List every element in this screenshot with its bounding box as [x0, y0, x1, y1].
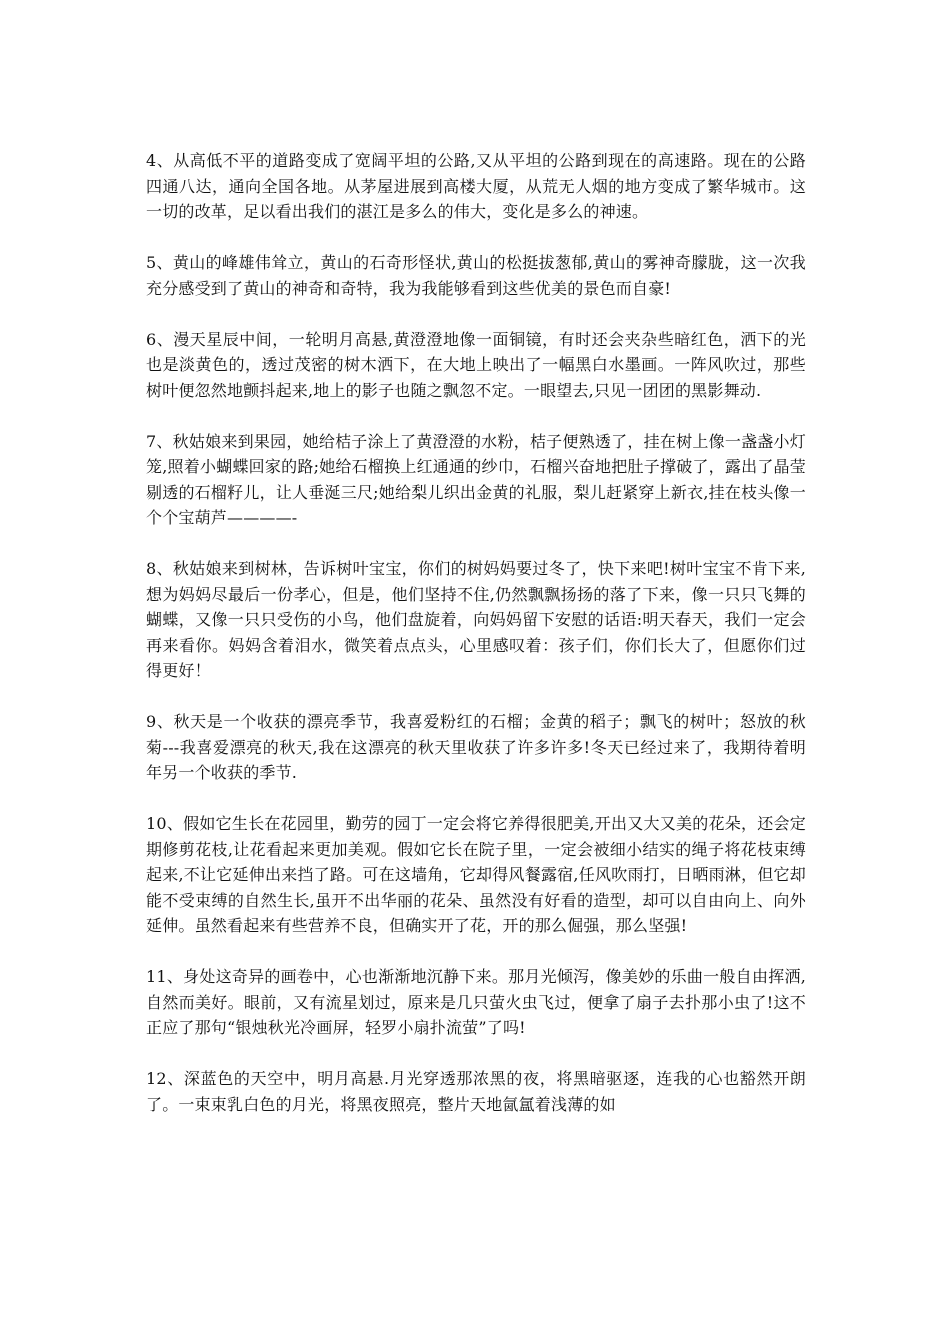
paragraph-10: 10、假如它生长在花园里，勤劳的园丁一定会将它养得很肥美,开出又大又美的花朵，还会定期修剪花枝,让花看起来更加美观。假如它长在院子里，一定会被细小结实的绳子将花枝束缚起来,不让它延伸出来挡了路。可在这墙角，它却得风餐露宿,任风吹雨打，日晒雨淋，但它却能不受束缚的自然生长,虽开不出华丽的花朵、虽然没有好看的造型，却可以自由向上、向外延伸。虽然看起来有些营养不良，但确实开了花，开的那么倔强，那么坚强! — [146, 814, 806, 935]
paragraph-7: 7、秋姑娘来到果园，她给桔子涂上了黄澄澄的水粉，桔子便熟透了，挂在树上像一盏盏小灯笼,照着小蝴蝶回家的路;她给石榴换上红通通的纱巾，石榴兴奋地把肚子撑破了，露出了晶莹剔透的石榴籽儿，让人垂涎三尺;她给梨儿织出金黄的礼服，梨儿赶紧穿上新衣,挂在枝头像一个个宝葫芦————- — [146, 431, 806, 527]
paragraph-6: 6、漫天星辰中间，一轮明月高悬,黄澄澄地像一面铜镜，有时还会夹杂些暗红色，洒下的光也是淡黄色的，透过茂密的树木洒下，在大地上映出了一幅黑白水墨画。一阵风吹过，那些树叶便忽然地颤抖起来,地上的影子也随之飘忽不定。一眼望去,只见一团团的黑影舞动. — [146, 329, 806, 400]
document-body — [146, 148, 806, 1143]
paragraph-11: 11、身处这奇异的画卷中，心也渐渐地沉静下来。那月光倾泻，像美妙的乐曲一般自由挥洒,自然而美好。眼前，又有流星划过，原来是几只萤火虫飞过，便拿了扇子去扑那小虫了!这不正应了那句“银烛秋光冷画屏，轻罗小扇扑流萤”了吗! — [146, 967, 806, 1037]
paragraph-8: 8、秋姑娘来到树林，告诉树叶宝宝，你们的树妈妈要过冬了，快下来吧!树叶宝宝不肯下来,想为妈妈尽最后一份孝心，但是，他们坚持不住,仍然飘飘扬扬的落了下来，像一只只飞舞的蝴蝶，又像一只只受伤的小鸟，他们盘旋着，向妈妈留下安慰的话语:明天春天，我们一定会再来看你。妈妈含着泪水，微笑着点点头，心里感叹着：孩子们，你们长大了，但愿你们过得更好！ — [146, 559, 806, 680]
paragraph-12: 12、深蓝色的天空中，明月高悬.月光穿透那浓黑的夜，将黑暗驱逐，连我的心也豁然开朗了。一束束乳白色的月光，将黑夜照亮，整片天地氤氲着浅薄的如 — [146, 1069, 806, 1114]
paragraph-4: 4、从高低不平的道路变成了宽阔平坦的公路,又从平坦的公路到现在的高速路。现在的公路四通八达，通向全国各地。从茅屋进展到高楼大厦，从荒无人烟的地方变成了繁华城市。这一切的改革，足以看出我们的湛江是多么的伟大，变化是多么的神速。 — [146, 151, 806, 221]
paragraph-9: 9、秋天是一个收获的漂亮季节，我喜爱粉红的石榴；金黄的稻子；飘飞的树叶；怒放的秋菊---我喜爱漂亮的秋天,我在这漂亮的秋天里收获了许多许多!冬天已经过来了，我期待着明年另一个收获的季节. — [146, 712, 806, 782]
paragraph-5: 5、黄山的峰雄伟耸立，黄山的石奇形怪状,黄山的松挺拔葱郁,黄山的雾神奇朦胧，这一次我充分感受到了黄山的神奇和奇特，我为我能够看到这些优美的景色而自豪! — [146, 253, 806, 298]
